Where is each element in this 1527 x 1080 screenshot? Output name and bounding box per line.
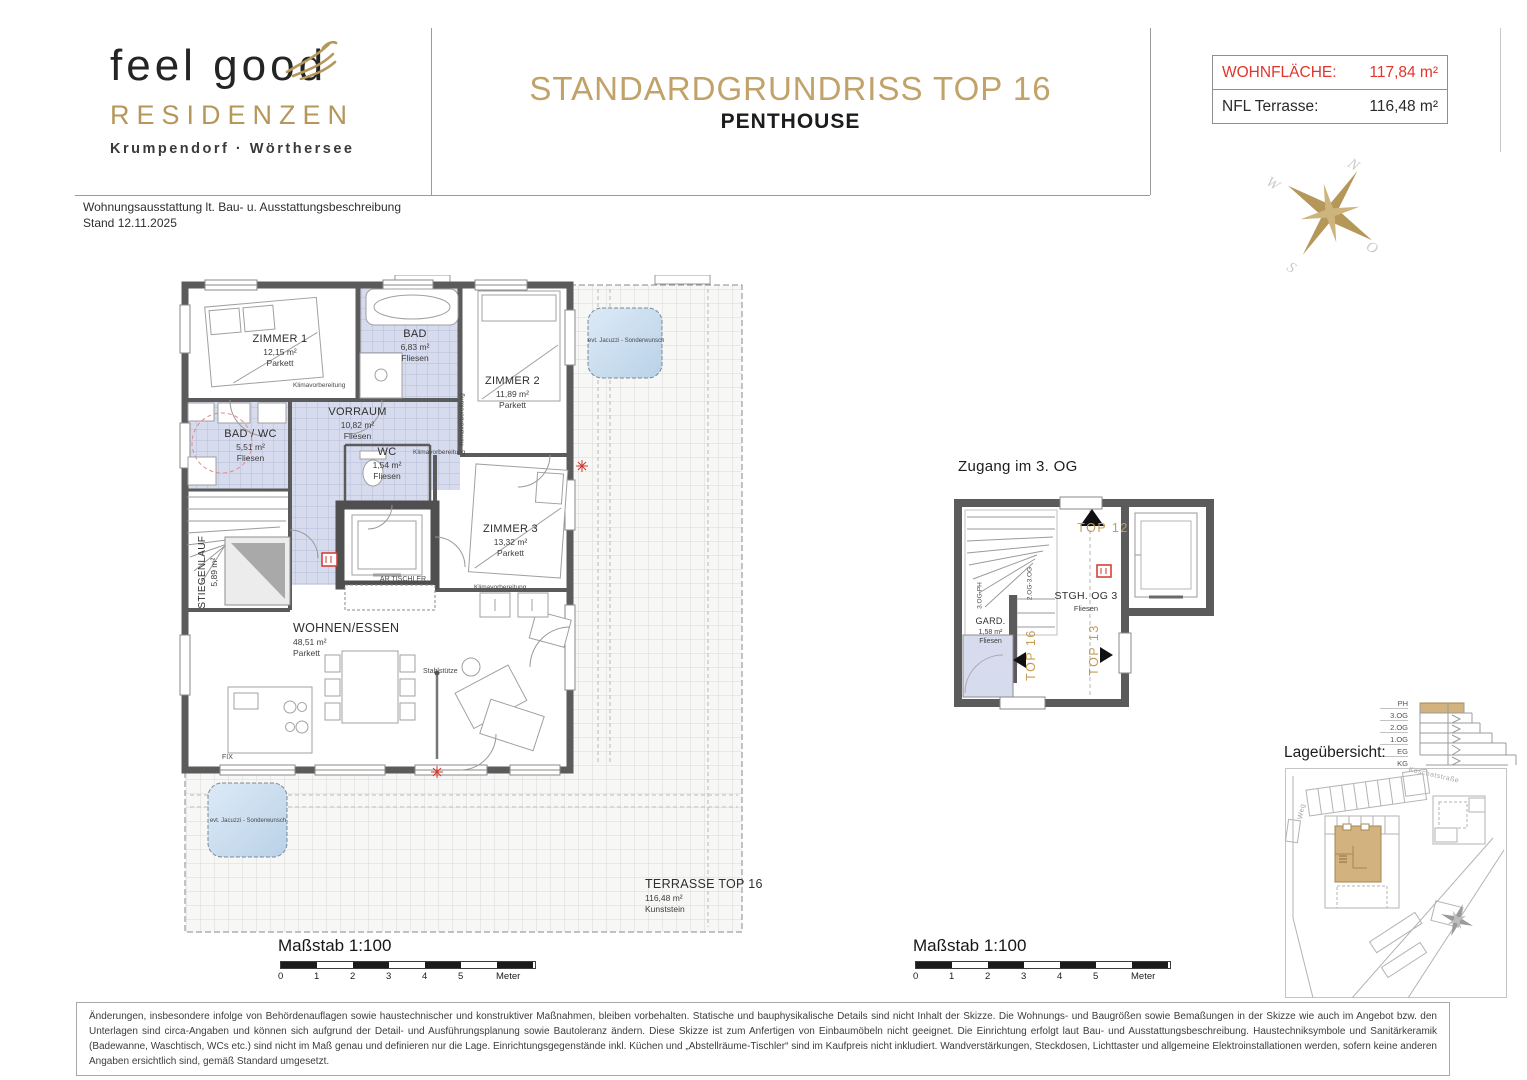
klima-label-4: Klimavorbereitung <box>474 584 527 591</box>
room-label-bad: BAD 6,83 m² Fliesen <box>400 328 430 363</box>
scale-tick: 5 <box>458 971 464 982</box>
wohnflaeche-row <box>1213 56 1447 89</box>
klima-label-3: Klimavorbereitung <box>413 449 466 456</box>
equipment-note-line1: Wohnungsausstattung lt. Bau- u. Ausstattungsbeschreibung <box>83 200 401 214</box>
disclaimer <box>76 1002 1450 1076</box>
floor-label-3og: 3.OG <box>1380 711 1408 721</box>
equipment-note-line2: Stand 12.11.2025 <box>83 216 177 231</box>
scale-tick: 2 <box>985 971 991 982</box>
disclaimer-text: Änderungen, insbesondere infolge von Behördenauflagen sowie haustechnischer und konstruktiver Maßnahmen, bleiben vorbehalten. Statische und bauphysikalische Details sind nicht Inhalt der Skizze. Die Wohnungs- und Baugrößen sowie Bemaßungen in der Skizze wie auch im Angebot bzw. den Unterlagen sind circa-Angaben und können sich aufgrund der Detail- und Ausführungsplanung sowie Bautoleranz ändern. Diese Skizze ist zum Anfertigen von Einbaumöbeln nicht geeignet. Die Einrichtung erfolgt laut Bau- und Ausstattungsbeschreibung. Haustechniksymbole und Sanitärkeramik (Badewanne, Waschtisch, WCs etc.) sind nicht im Maß genau und definieren nur die Lage. Einrichtungsgegenstände inkl. Küchen und „Abstellräume-Tischler“ sind im Kaufpreis nicht inkludiert. Wandverstärkungen, Steckdosen, Lichttaster und allgemeine Elektroinstallationen werden, sofern keine anderen Angaben ersichtlich sind, gemäß Standard umgesetzt. <box>89 1011 1437 1067</box>
scale-tick: 0 <box>278 971 284 982</box>
top12-label: TOP 12 <box>1077 521 1129 535</box>
terrasse-label: NFL Terrasse: <box>1222 97 1319 115</box>
top16-label: TOP 16 <box>1024 629 1038 681</box>
access-elevator <box>1135 513 1197 597</box>
access-plan-title: Zugang im 3. OG <box>958 458 1078 475</box>
gard-label: GARD. 1,58 m² Fliesen <box>975 616 1006 646</box>
top13-label: TOP 13 <box>1087 624 1101 676</box>
compass-east-label: O <box>1362 238 1381 258</box>
area-info-box <box>1212 55 1448 124</box>
scale-tick: 3 <box>386 971 392 982</box>
main-floor-plan <box>130 275 750 940</box>
scale-tick: 4 <box>1057 971 1063 982</box>
closet-ar-tischler <box>345 585 435 610</box>
building-section <box>1412 699 1524 773</box>
scale-tick: 3 <box>1021 971 1027 982</box>
room-label-terrasse: TERRASSE TOP 16 116,48 m² Kunststein <box>645 877 763 914</box>
jacuzzi-label-top: evt. Jacuzzi - Sonderwunsch <box>588 338 665 344</box>
page-title: STANDARDGRUNDRISS TOP 16 <box>529 70 1052 107</box>
stairwell-label: STGH. OG 3 Fliesen <box>1054 590 1118 613</box>
ar-tischler-label: AR TISCHLER <box>379 576 427 583</box>
room-label-vorraum: VORRAUM 10,82 m² Fliesen <box>328 406 387 441</box>
room-label-wc: WC 1,54 m² Fliesen <box>372 446 402 481</box>
scale-tick: 2 <box>350 971 356 982</box>
weg-label: Weg <box>1297 803 1307 820</box>
floor-label-1og: 1.OG <box>1380 735 1408 745</box>
scale-unit: Meter <box>1131 971 1156 982</box>
swan-icon <box>283 38 339 80</box>
stair-flight-lower-label: 2.OG-3.OG <box>1026 566 1034 601</box>
stahlstuetze-label: Stahlstütze <box>423 668 458 675</box>
scale-tick: 0 <box>913 971 919 982</box>
logo-wordmark: feel good <box>110 41 328 90</box>
scale-title: Maßstab 1:100 <box>278 936 392 955</box>
room-label-stiegenlauf: STIEGENLAUF 5,89 m² <box>196 535 219 609</box>
room-label-wohnen-essen: WOHNEN/ESSEN 48,51 m² Parkett <box>293 621 400 658</box>
floor-label-kg: KG <box>1380 759 1408 769</box>
overview-title: Lageübersicht: <box>1284 744 1386 761</box>
fix-label: FIX <box>222 754 233 761</box>
room-label-bad-wc: BAD / WC 5,51 m² Fliesen <box>224 428 277 463</box>
access-red-symbol <box>1097 565 1111 577</box>
klima-label-2: Klimavorbereitung <box>458 393 466 446</box>
floor-label-ph: PH <box>1380 699 1408 709</box>
street-label: Koschatstraße <box>1407 766 1460 785</box>
compass-south-label: S <box>1283 259 1299 277</box>
scale-tick: 5 <box>1093 971 1099 982</box>
header-edge-line <box>1500 28 1501 152</box>
compass-north-label: N <box>1344 155 1362 175</box>
header-underline <box>75 195 1150 196</box>
scale-tick: 1 <box>949 971 955 982</box>
page-subtitle: PENTHOUSE <box>720 110 861 133</box>
room-label-zimmer2: ZIMMER 2 11,89 m² Parkett <box>485 375 540 410</box>
scale-tick: 1 <box>314 971 320 982</box>
jacuzzi-label-bottom: evt. Jacuzzi - Sonderwunsch <box>209 818 287 824</box>
terrasse-row <box>1213 89 1447 123</box>
scale-bar-graphic <box>915 961 1171 969</box>
logo-location: Krumpendorf · Wörthersee <box>110 141 355 157</box>
stair-flight-upper-label: 3.OG-PH <box>976 582 984 609</box>
logo-brand: RESIDENZEN <box>110 100 355 130</box>
scale-title: Maßstab 1:100 <box>913 936 1027 955</box>
scale-bar-main <box>278 936 558 984</box>
room-label-zimmer1: ZIMMER 1 12,15 m² Parkett <box>252 333 308 368</box>
header-divider-right <box>1150 28 1151 195</box>
highlighted-building <box>1335 824 1381 882</box>
scale-bar-access <box>913 936 1193 984</box>
scale-tick: 4 <box>422 971 428 982</box>
scale-unit: Meter <box>496 971 521 982</box>
terrasse-value: 116,48 m² <box>1369 97 1438 115</box>
room-label-zimmer3: ZIMMER 3 13,32 m² Parkett <box>483 523 538 558</box>
wohnflaeche-value: 117,84 m² <box>1369 63 1438 81</box>
scale-bar-graphic <box>280 961 536 969</box>
title-block <box>431 70 1150 134</box>
floor-label-eg: EG <box>1380 747 1408 757</box>
floor-label-2og: 2.OG <box>1380 723 1408 733</box>
klima-label-1: Klimavorbereitung <box>293 382 346 389</box>
wohnflaeche-label: WOHNFLÄCHE: <box>1222 63 1337 81</box>
site-plan <box>1285 768 1507 998</box>
compass-west-label: W <box>1262 173 1283 195</box>
equipment-note <box>83 199 401 231</box>
